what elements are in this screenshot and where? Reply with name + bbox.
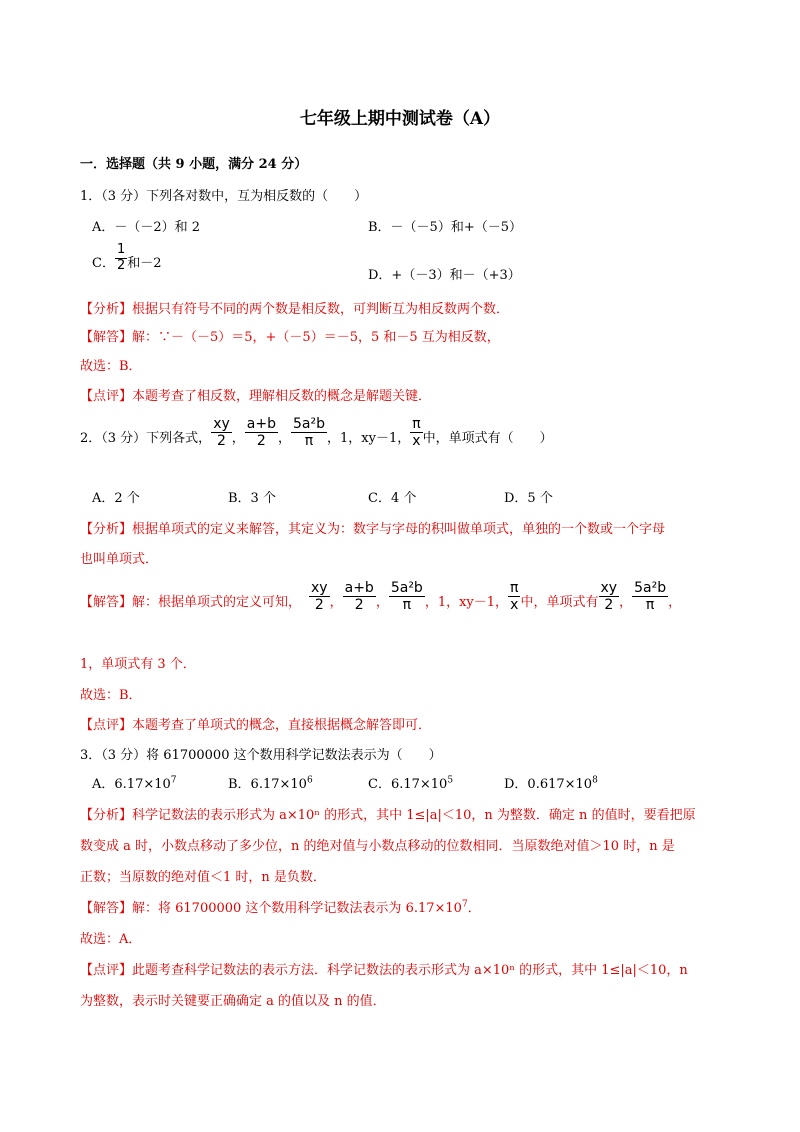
- q3-stem: 3．（3 分）将 61700000 这个数用科学记数法表示为（ ）: [80, 748, 442, 763]
- q2-option-b: B．3 个: [228, 491, 276, 506]
- q3-option-c-text: C．6.17×10: [368, 777, 448, 792]
- fraction-numerator: 1: [116, 242, 126, 257]
- q3-answer-text: 【解答】解：将 61700000 这个数用科学记数法表示为 6.17×10: [80, 901, 462, 916]
- q1-answer: 【解答】解：∵－（－5）＝5，+（－5）＝－5，5 和－5 互为相反数，: [80, 330, 500, 345]
- q2-stem-post: 中，单项式有（ ）: [422, 431, 553, 447]
- fraction-denominator: 2: [604, 597, 614, 614]
- q1-option-c-fraction: [115, 243, 127, 274]
- fraction-numerator: xy: [213, 416, 230, 432]
- q1-option-a: A．－（－2）和 2: [92, 220, 201, 235]
- q2-fraction-pi-x: [410, 416, 422, 449]
- fraction-numerator: 5a²b: [293, 416, 325, 432]
- comma: ，: [375, 595, 389, 611]
- q3-option-a: [92, 773, 177, 792]
- q1-comment: 【点评】本题考查了相反数，理解相反数的概念是解题关键．: [80, 389, 432, 404]
- q2-fraction-5a2b-pi: [291, 416, 327, 449]
- q2-answer: [80, 580, 681, 613]
- exponent: 8: [592, 775, 598, 786]
- q3-option-d-text: D．0.617×10: [504, 777, 593, 792]
- fraction-denominator: π: [304, 433, 314, 450]
- q2-fraction-xy-2: [211, 416, 232, 449]
- q2-answer-fraction-5a2b-pi: [389, 580, 425, 613]
- fraction-numerator: xy: [311, 580, 328, 596]
- q3-analysis-line2: 数变成 a 时，小数点移动了多少位，n 的绝对值与小数点移动的位数相同．当原数绝对值＞10 时，n 是: [80, 839, 675, 854]
- q1-option-d: D．+（－3）和－（+3）: [368, 268, 521, 283]
- fraction-denominator: 2: [354, 597, 364, 614]
- fraction-denominator: 2: [217, 433, 226, 450]
- comma: ，: [329, 595, 343, 611]
- fraction-numerator: 5a²b: [634, 580, 667, 596]
- fraction-denominator: 2: [314, 597, 324, 614]
- exponent: 7: [170, 775, 177, 786]
- q1-option-c-label: C．: [92, 255, 115, 271]
- fraction-denominator: π: [645, 597, 655, 614]
- q3-option-b: [228, 773, 313, 792]
- comma: ，: [619, 595, 633, 611]
- q2-answer-fraction-pi-x: [508, 580, 520, 613]
- q2-option-c: C．4 个: [368, 491, 417, 506]
- q2-answer-pre: 【解答】解：根据单项式的定义可知，: [80, 595, 302, 611]
- q2-answer-mid: ，1，xy－1，: [424, 595, 509, 611]
- q2-option-a: A．2 个: [92, 491, 140, 506]
- q3-answer: [80, 897, 481, 916]
- fraction-numerator: 5a²b: [390, 580, 423, 596]
- q1-stem: 1．（3 分）下列各对数中，互为相反数的（ ）: [80, 189, 368, 204]
- q1-choice: 故选：B．: [80, 359, 142, 374]
- q3-comment-line2: 为整数，表示时关键要正确确定 a 的值以及 n 的值．: [80, 994, 386, 1009]
- section-heading: 一．选择题（共 9 小题，满分 24 分）: [80, 157, 308, 172]
- q2-analysis-line1: 【分析】根据单项式的定义来解答，其定义为：数字与字母的积叫做单项式，单独的一个数或一个字母: [80, 522, 666, 537]
- q1-analysis: 【分析】根据只有符号不同的两个数是相反数，可判断互为相反数两个数．: [80, 302, 510, 317]
- q3-option-c: [368, 773, 453, 792]
- fraction-numerator: a+b: [344, 580, 374, 596]
- q3-comment-line1: 【点评】此题考查科学记数法的表示方法．科学记数法的表示形式为 a×10ⁿ 的形式，其中 1≤|a|＜10，n: [80, 963, 688, 978]
- q2-fraction-apb-2: [245, 416, 278, 449]
- exponent: 7: [461, 899, 468, 910]
- q3-option-a-text: A．6.17×10: [92, 777, 171, 792]
- q2-stem-mid: ，1，xy－1，: [327, 431, 411, 447]
- fraction-numerator: xy: [600, 580, 618, 596]
- fraction-denominator: π: [402, 597, 412, 614]
- comma: ，: [277, 431, 291, 447]
- fraction-denominator: x: [412, 433, 421, 450]
- fraction-numerator: π: [510, 580, 519, 596]
- q2-analysis-line2: 也叫单项式．: [80, 552, 159, 567]
- comma: ，: [668, 595, 682, 611]
- fraction-denominator: x: [510, 597, 519, 614]
- q2-option-d: D．5 个: [504, 491, 553, 506]
- page-title: 七年级上期中测试卷（A）: [299, 109, 501, 129]
- q1-option-c-tail: 和－2: [127, 255, 162, 271]
- q2-answer-fraction-apb-2: [343, 580, 376, 613]
- q2-choice: 故选：B．: [80, 688, 142, 703]
- exponent: 6: [306, 775, 313, 786]
- q2-stem-pre: 2．（3 分）下列各式，: [80, 431, 212, 447]
- q3-analysis-line1: 【分析】科学记数法的表示形式为 a×10ⁿ 的形式，其中 1≤|a|＜10，n 为整数．确定 n 的值时，要看把原: [80, 808, 696, 823]
- q3-analysis-line3: 正数；当原数的绝对值＜1 时，n 是负数．: [80, 870, 326, 885]
- fraction-denominator: 2: [116, 257, 126, 273]
- q2-answer-post: 中，单项式有: [520, 595, 599, 611]
- q3-choice: 故选：A．: [80, 932, 142, 947]
- q2-comment: 【点评】本题考查了单项式的概念，直接根据概念解答即可．: [80, 718, 432, 733]
- q3-option-b-text: B．6.17×10: [228, 777, 307, 792]
- exponent: 5: [447, 775, 454, 786]
- q2-answer-fraction-xy-2-b: [599, 580, 620, 613]
- q3-answer-end: ．: [467, 901, 481, 916]
- comma: ，: [231, 431, 245, 447]
- q3-option-d: [504, 773, 598, 792]
- q2-answer-line2: 1，单项式有 3 个．: [80, 657, 196, 672]
- q2-answer-fraction-xy-2: [309, 580, 330, 613]
- q1-option-b: B．－（－5）和+（－5）: [368, 220, 522, 235]
- q1-option-c: [92, 243, 162, 274]
- fraction-denominator: 2: [256, 433, 266, 450]
- q2-stem: [80, 416, 553, 449]
- q2-answer-fraction-5a2b-pi-b: [632, 580, 668, 613]
- fraction-numerator: π: [412, 416, 421, 432]
- fraction-numerator: a+b: [246, 416, 276, 432]
